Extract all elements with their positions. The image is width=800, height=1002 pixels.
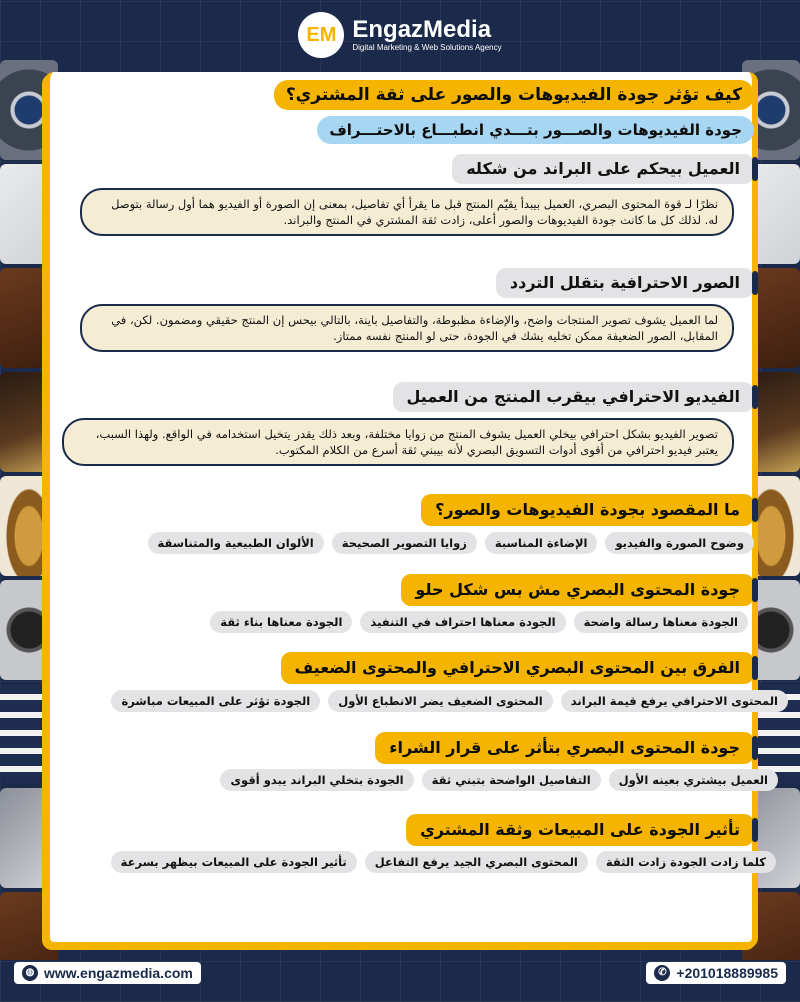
phone-link[interactable] xyxy=(646,962,786,984)
subtitle: جودة الفيديوهات والصـــور بتـــدي انطبـــاع بالاحتـــراف xyxy=(317,116,754,144)
chip-row xyxy=(220,769,778,791)
group-heading xyxy=(281,652,754,684)
chip: زوايا التصوير الصحيحة xyxy=(332,532,477,554)
brand-logo xyxy=(298,12,344,58)
heading-accent xyxy=(752,157,758,181)
chip: الألوان الطبيعية والمتناسقة xyxy=(148,532,324,554)
brand-text xyxy=(352,17,501,53)
phone-icon: ✆ xyxy=(654,965,670,981)
chip: التفاصيل الواضحة بتبني ثقة xyxy=(422,769,601,791)
phone-text: +201018889985 xyxy=(676,965,778,981)
section-heading xyxy=(496,268,754,298)
chip: الجودة معناها احتراف في التنفيذ xyxy=(360,611,565,633)
heading-accent xyxy=(752,385,758,409)
website-text: www.engazmedia.com xyxy=(44,965,193,981)
brand-name: EngazMedia xyxy=(352,16,492,43)
logo-letters: EM xyxy=(306,23,337,46)
heading-accent xyxy=(752,271,758,295)
chip: المحتوى الضعيف يضر الانطباع الأول xyxy=(328,690,553,712)
chip: المحتوى البصري الجيد يرفع التفاعل xyxy=(365,851,588,873)
section-heading-text: العميل بيحكم على البراند من شكله xyxy=(466,159,740,178)
chip: الجودة تؤثر على المبيعات مباشرة xyxy=(111,690,320,712)
group-heading xyxy=(406,814,754,846)
section-heading-text: الصور الاحترافية بتقلل التردد xyxy=(509,273,740,292)
brand-tagline: Digital Marketing & Web Solutions Agency xyxy=(352,43,502,52)
section-paragraph: تصوير الفيديو بشكل احترافي بيخلي العميل يشوف المنتج من زوايا مختلفة، وبعد ذلك يقدر يتخيل استخدامه في الواقع. ولهذا السبب، يعتبر فيديو احترافي من أقوى أدوات التسويق البصري لأنه بيبني ثقة أسرع من الكلام المكتوب. xyxy=(62,418,734,466)
heading-accent xyxy=(752,736,758,760)
globe-icon: ◍ xyxy=(22,965,38,981)
website-link[interactable] xyxy=(14,962,201,984)
group-heading xyxy=(375,732,754,764)
chip-row xyxy=(148,532,754,554)
group-heading-text: جودة المحتوى البصري بتأثر على قرار الشراء xyxy=(389,738,740,757)
group-heading xyxy=(421,494,754,526)
chip: تأثير الجودة على المبيعات بيظهر بسرعة xyxy=(111,851,357,873)
chip: الجودة معناها رسالة واضحة xyxy=(574,611,748,633)
group-heading-text: تأثير الجودة على المبيعات وثقة المشتري xyxy=(420,820,740,839)
section-paragraph: لما العميل يشوف تصوير المنتجات واضح، والإضاءة مظبوطة، والتفاصيل باينة، بالتالي بيحس إن المنتج حقيقي ومضمون. لكن، في المقابل، الصور الضعيفة ممكن تخليه يشك في الجودة، حتى لو المنتج نفسه ممتاز. xyxy=(80,304,734,352)
group-heading-text: جودة المحتوى البصري مش بس شكل حلو xyxy=(415,580,740,599)
main-title: كيف تؤثر جودة الفيديوهات والصور على ثقة المشتري؟ xyxy=(274,80,754,110)
chip: كلما زادت الجودة زادت الثقة xyxy=(596,851,776,873)
chip: وضوح الصورة والفيديو xyxy=(605,532,754,554)
section-heading xyxy=(393,382,755,412)
group-heading-text: ما المقصود بجودة الفيديوهات والصور؟ xyxy=(435,500,740,519)
group-heading xyxy=(401,574,754,606)
chip: الإضاءة المناسبة xyxy=(485,532,598,554)
heading-accent xyxy=(752,656,758,680)
chip-row xyxy=(111,851,776,873)
section-paragraph: نظرًا لـ قوة المحتوى البصري، العميل بيبدأ يقيّم المنتج قبل ما يقرأ أي تفاصيل، بمعنى إن الصورة أو الفيديو هما أول رسالة بتوصل له. لذلك كل ما كانت جودة الفيديوهات والصور أعلى، زادت ثقة المشتري في المنتج والبراند. xyxy=(80,188,734,236)
chip: الجودة معناها بناء ثقة xyxy=(210,611,352,633)
chip-row xyxy=(111,690,788,712)
chip: المحتوى الاحترافي يرفع قيمة البراند xyxy=(561,690,788,712)
chip-row xyxy=(210,611,748,633)
chip: الجودة بتخلي البراند يبدو أقوى xyxy=(220,769,413,791)
section-heading xyxy=(452,154,754,184)
group-heading-text: الفرق بين المحتوى البصري الاحترافي والمحتوى الضعيف xyxy=(294,658,740,677)
heading-accent xyxy=(752,498,758,522)
section-heading-text: الفيديو الاحترافي بيقرب المنتج من العميل xyxy=(406,387,740,406)
heading-accent xyxy=(752,578,758,602)
heading-accent xyxy=(752,818,758,842)
chip: العميل بيشتري بعينه الأول xyxy=(609,769,778,791)
header xyxy=(0,0,800,70)
brand xyxy=(298,12,501,58)
